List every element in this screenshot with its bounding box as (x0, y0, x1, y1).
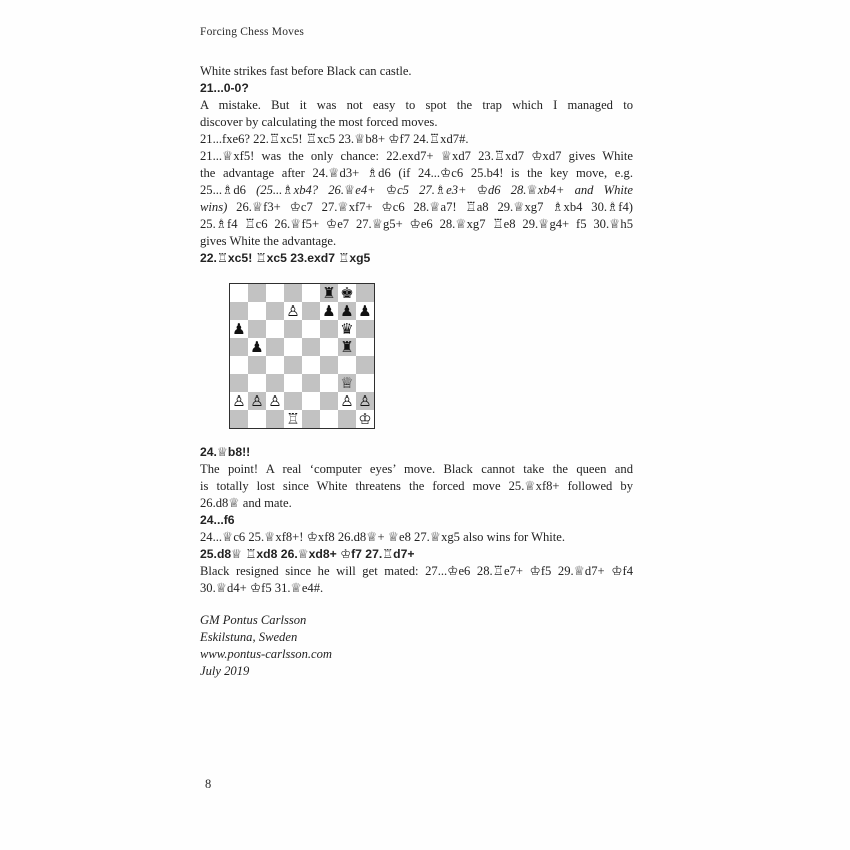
chess-piece: ♙ (232, 392, 246, 410)
board-square (356, 392, 374, 410)
board-square (338, 284, 356, 302)
move-line (200, 250, 633, 267)
chess-piece: ♕ (340, 374, 354, 392)
board-square (302, 356, 320, 374)
text-run: 21...♕xf5! was the only chance: 22.exd7+ ♕xd7 23.♖xd7 ♔xd7 gives White (200, 149, 633, 163)
text-run: wins) (200, 200, 228, 214)
board-square (248, 338, 266, 356)
running-header: Forcing Chess Moves (200, 26, 305, 38)
text-run: 26.d8♕ and mate. (200, 496, 292, 510)
board-square (356, 338, 374, 356)
board-square (230, 338, 248, 356)
board-square (320, 392, 338, 410)
signature-block (200, 612, 633, 680)
board-square (230, 356, 248, 374)
board-square (320, 338, 338, 356)
board-square (356, 356, 374, 374)
move-line (200, 512, 633, 529)
move-line (200, 546, 633, 563)
board-square (248, 374, 266, 392)
chess-piece: ♙ (358, 392, 372, 410)
chess-piece: ♜ (340, 338, 354, 356)
text-column (200, 63, 633, 680)
text-line (200, 529, 633, 546)
board-square (338, 302, 356, 320)
board-square (248, 302, 266, 320)
chess-board (229, 283, 375, 429)
signature-line: www.pontus-carlsson.com (200, 647, 333, 661)
board-square (230, 410, 248, 428)
board-square (284, 392, 302, 410)
text-run: the advantage after 24.♕d3+ ♗d6 (if 24...♔c6 25.b4! is the key move, e.g. (200, 166, 633, 180)
text-run: Black resigned since he will get mated: 27...♔e6 28.♖e7+ ♔f5 29.♕d7+ ♔f4 (200, 564, 633, 578)
text-line (200, 478, 633, 495)
text-line (200, 216, 633, 233)
text-run: 24...♕c6 25.♕xf8+! ♔xf8 26.d8♕+ ♕e8 27.♕xg5 also wins for White. (200, 530, 566, 544)
board-square (248, 392, 266, 410)
text-run: 21...fxe6? 22.♖xc5! ♖xc5 23.♕b8+ ♔f7 24.♖xd7#. (200, 132, 469, 146)
board-square (266, 356, 284, 374)
signature-line: Eskilstuna, Sweden (200, 630, 298, 644)
text-line (200, 182, 633, 199)
board-square (230, 320, 248, 338)
board-square (248, 284, 266, 302)
board-square (338, 374, 356, 392)
board-square (230, 392, 248, 410)
text-run: is totally lost since White threatens the forced move 25.♕xf8+ followed by (200, 479, 633, 493)
board-square (266, 374, 284, 392)
board-square (338, 410, 356, 428)
chess-piece: ♟ (340, 302, 354, 320)
chess-piece: ♜ (322, 284, 336, 302)
board-square (284, 338, 302, 356)
text-run: 22.♖xc5! ♖xc5 23.exd7 ♖xg5 (200, 251, 371, 265)
board-square (266, 320, 284, 338)
text-line (200, 165, 633, 182)
board-square (266, 338, 284, 356)
board-square (302, 374, 320, 392)
board-square (284, 284, 302, 302)
text-line (200, 63, 633, 80)
board-square (284, 302, 302, 320)
page-number: 8 (205, 777, 212, 791)
board-square (356, 410, 374, 428)
chess-piece: ♟ (250, 338, 264, 356)
board-square (338, 320, 356, 338)
board-square (338, 338, 356, 356)
text-run: gives White the advantage. (200, 234, 337, 248)
text-run: 25.d8♕ ♖xd8 26.♕xd8+ ♔f7 27.♖d7+ (200, 547, 415, 561)
text-run: 30.♕d4+ ♔f5 31.♕e4#. (200, 581, 324, 595)
text-line (200, 97, 633, 114)
move-line (200, 444, 633, 461)
text-line (200, 148, 633, 165)
text-line (200, 233, 633, 250)
board-square (230, 374, 248, 392)
board-square (284, 410, 302, 428)
chess-piece: ♙ (340, 392, 354, 410)
chess-piece: ♟ (358, 302, 372, 320)
board-square (302, 284, 320, 302)
board-square (302, 302, 320, 320)
text-run: 24.♕b8!! (200, 445, 251, 459)
text-run: 25...♗d6 (200, 183, 257, 197)
board-square (320, 374, 338, 392)
board-square (284, 374, 302, 392)
move-line (200, 80, 633, 97)
text-line (200, 199, 633, 216)
board-square (266, 410, 284, 428)
board-square (338, 356, 356, 374)
text-run: 24...f6 (200, 513, 235, 527)
board-square (320, 302, 338, 320)
board-square (302, 392, 320, 410)
text-run: White strikes fast before Black can castle. (200, 64, 412, 78)
chess-piece: ♟ (232, 320, 246, 338)
chess-piece: ♔ (358, 410, 372, 428)
board-square (230, 284, 248, 302)
board-square (248, 356, 266, 374)
signature-line: GM Pontus Carlsson (200, 613, 307, 627)
board-square (302, 410, 320, 428)
chess-piece: ♙ (268, 392, 282, 410)
chess-diagram (229, 283, 375, 429)
chess-piece: ♟ (322, 302, 336, 320)
chess-piece: ♙ (286, 302, 300, 320)
board-square (266, 302, 284, 320)
text-run: 26.♕f3+ ♔c7 27.♕xf7+ ♔c6 28.♕a7! ♖a8 29.♕xg7 ♗xb4 30.♗f4) (227, 200, 633, 214)
text-run: discover by calculating the most forced moves. (200, 115, 438, 129)
board-square (356, 302, 374, 320)
board-square (320, 284, 338, 302)
board-square (338, 392, 356, 410)
text-run: A mistake. But it was not easy to spot the trap which I managed to (200, 98, 633, 112)
board-square (320, 356, 338, 374)
board-square (266, 284, 284, 302)
board-square (320, 320, 338, 338)
board-square (230, 302, 248, 320)
text-line (200, 580, 633, 597)
board-square (302, 338, 320, 356)
chess-piece: ♙ (250, 392, 264, 410)
board-square (266, 392, 284, 410)
chess-piece: ♖ (286, 410, 300, 428)
text-line (200, 563, 633, 580)
board-square (356, 284, 374, 302)
board-square (248, 410, 266, 428)
signature-line: July 2019 (200, 664, 250, 678)
board-square (284, 320, 302, 338)
chess-piece: ♛ (340, 320, 354, 338)
board-square (356, 320, 374, 338)
board-square (302, 320, 320, 338)
board-square (320, 410, 338, 428)
text-line (200, 114, 633, 131)
text-run: (25...♗xb4? 26.♕e4+ ♔c5 27.♗e3+ ♔d6 28.♕xb4+ and White (256, 183, 633, 197)
text-line (200, 461, 633, 478)
text-run: 21...0-0? (200, 81, 249, 95)
board-square (284, 356, 302, 374)
board-square (248, 320, 266, 338)
text-run: The point! A real ‘computer eyes’ move. Black cannot take the queen and (200, 462, 633, 476)
text-run: 25.♗f4 ♖c6 26.♕f5+ ♔e7 27.♕g5+ ♔e6 28.♕xg7 ♖e8 29.♕g4+ f5 30.♕h5 (200, 217, 633, 231)
board-square (356, 374, 374, 392)
text-line (200, 495, 633, 512)
text-line (200, 131, 633, 148)
chess-piece: ♚ (340, 284, 354, 302)
